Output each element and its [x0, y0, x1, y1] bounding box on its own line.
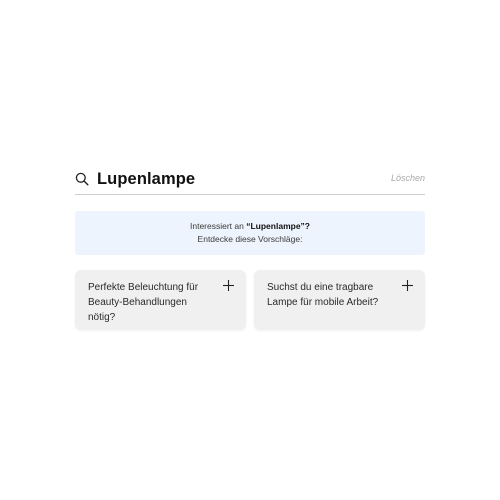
banner-line-2: Entdecke diese Vorschläge:: [197, 234, 303, 244]
suggestion-card[interactable]: [254, 270, 425, 330]
banner-term: Lupenlampe: [250, 221, 301, 231]
banner-quote-open: “: [246, 221, 251, 231]
search-icon: [75, 172, 89, 186]
banner-prefix: Interessiert an: [190, 221, 247, 231]
banner-line-1: [190, 220, 310, 233]
search-bar[interactable]: [75, 170, 425, 195]
interest-banner: [75, 211, 425, 255]
suggestion-card[interactable]: [75, 270, 246, 330]
suggestion-list: [75, 270, 425, 330]
banner-quote-close: ”?: [300, 221, 310, 231]
suggestion-text: Perfekte Beleuchtung für Beauty-Behandlungen nötig?: [88, 282, 199, 323]
clear-button[interactable]: Löschen: [390, 173, 425, 183]
plus-icon[interactable]: [402, 280, 413, 291]
plus-icon[interactable]: [223, 280, 234, 291]
suggestion-text: Suchst du eine tragbare Lampe für mobile Arbeit?: [267, 282, 379, 308]
search-query[interactable]: Lupenlampe: [97, 169, 196, 188]
